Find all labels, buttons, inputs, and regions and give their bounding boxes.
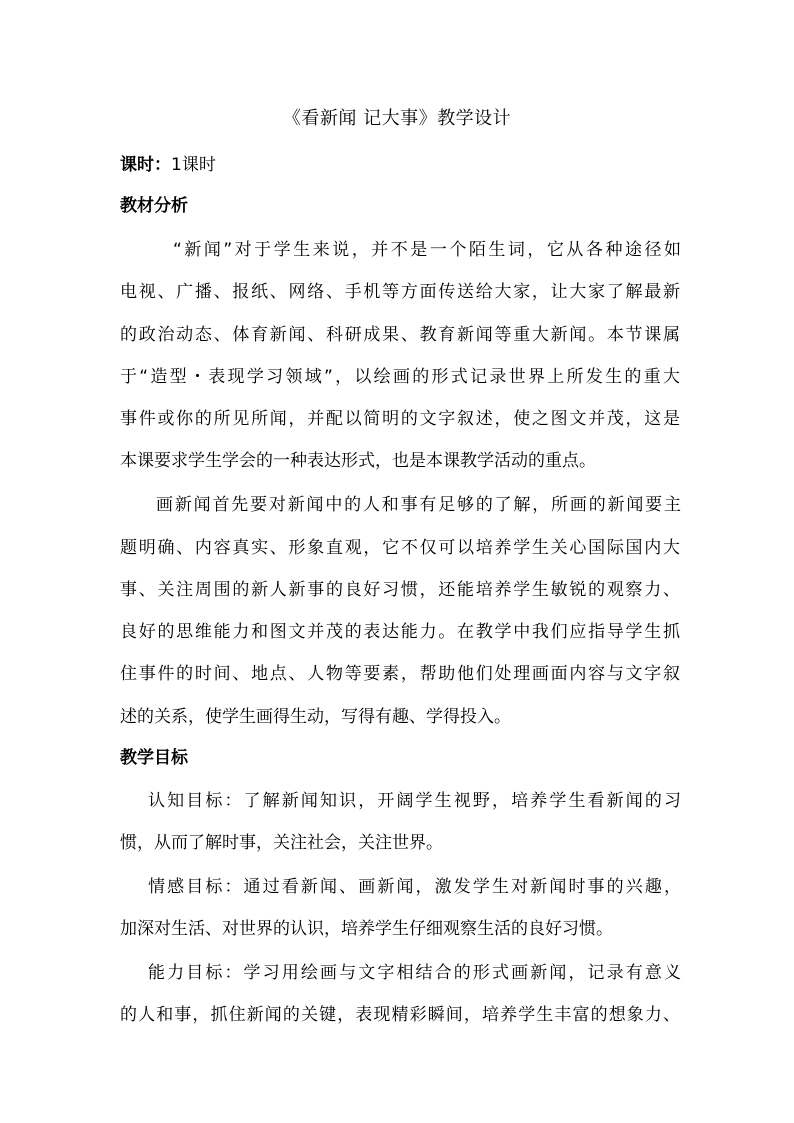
paragraph-line: 于“造型・表现学习领域”，以绘画的形式记录世界上所发生的重大 [120, 367, 680, 387]
paragraph-line: 电视、广播、报纸、网络、手机等方面传送给大家，让大家了解最新 [120, 282, 680, 302]
paragraph-line: 的政治动态、体育新闻、科研成果、教育新闻等重大新闻。本节课属 [120, 325, 680, 345]
paragraph-line: 述的关系，使学生画得生动，写得有趣、学得投入。 [120, 707, 511, 727]
section-heading-analysis: 教材分析 [120, 196, 188, 216]
goal-emotional-line: 加深对生活、对世界的认识，培养学生仔细观察生活的良好习惯。 [120, 919, 613, 939]
paragraph-line: 住事件的时间、地点、人物等要素，帮助他们处理画面内容与文字叙 [120, 664, 680, 684]
paragraph-line: 良好的思维能力和图文并茂的表达能力。在教学中我们应指导学生抓 [120, 622, 680, 642]
paragraph-line: 事、关注周围的新人新事的良好习惯，还能培养学生敏锐的观察力、 [120, 580, 680, 600]
goal-ability-line: 能力目标：学习用绘画与文字相结合的形式画新闻，记录有意义 [148, 963, 681, 983]
paragraph-line: “新闻”对于学生来说，并不是一个陌生词，它从各种途径如 [173, 240, 681, 260]
goal-cognitive-line: 惯，从而了解时事，关注社会，关注世界。 [120, 833, 443, 853]
class-hours-label: 课时： [120, 155, 171, 175]
class-hours-value: 1课时 [171, 155, 216, 175]
paragraph-line: 画新闻首先要对新闻中的人和事有足够的了解，所画的新闻要主 [156, 495, 681, 515]
goal-cognitive-line: 认知目标：了解新闻知识，开阔学生视野，培养学生看新闻的习 [148, 791, 681, 811]
goal-ability-line: 的人和事，抓住新闻的关键，表现精彩瞬间，培养学生丰富的想象力、 [120, 1005, 680, 1025]
paragraph-line: 事件或你的所见所闻，并配以简明的文字叙述，使之图文并茂，这是 [120, 409, 680, 429]
goal-emotional-line: 情感目标：通过看新闻、画新闻，激发学生对新闻时事的兴趣， [148, 877, 681, 897]
paragraph-line: 题明确、内容真实、形象直观，它不仅可以培养学生关心国际国内大 [120, 538, 680, 558]
paragraph-line: 本课要求学生学会的一种表达形式，也是本课教学活动的重点。 [120, 451, 596, 471]
section-heading-goals: 教学目标 [120, 748, 188, 768]
class-hours-line [120, 150, 680, 175]
document-title: 《看新闻 记大事》教学设计 [282, 108, 512, 129]
